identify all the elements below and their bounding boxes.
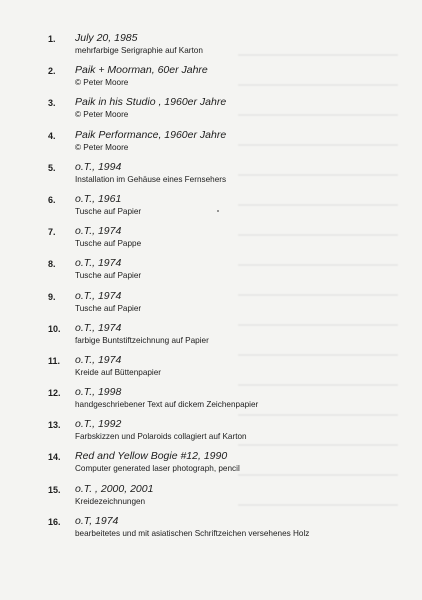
- item-number: 10.: [48, 323, 61, 334]
- item-number: 7.: [48, 227, 56, 238]
- item-description: mehrfarbige Serigraphie auf Karton: [75, 46, 203, 55]
- item-number: 13.: [48, 420, 61, 431]
- item-number: 15.: [48, 484, 61, 495]
- item-number: 9.: [48, 291, 56, 302]
- list-item: [0, 162, 422, 194]
- item-description: Tusche auf Papier: [75, 303, 142, 313]
- item-number: 6.: [48, 194, 56, 205]
- item-title: Paik in his Studio , 1960er Jahre: [75, 96, 227, 109]
- item-description: © Peter Moore: [75, 78, 129, 88]
- item-title: o.T., 1992: [75, 418, 122, 431]
- item-title: Paik Performance, 1960er Jahre: [75, 128, 227, 141]
- item-number: 12.: [48, 388, 61, 399]
- item-description: Tusche auf Papier: [75, 206, 142, 216]
- item-title: Red and Yellow Bogie #12, 1990: [75, 450, 228, 463]
- item-number: 1.: [48, 34, 56, 44]
- item-title: o.T., 1961: [75, 192, 122, 205]
- item-description: © Peter Moore: [75, 142, 129, 152]
- list-item: [0, 33, 422, 65]
- item-description: Farbskizzen und Polaroids collagiert auf Karton: [75, 432, 247, 442]
- list-item: [0, 323, 422, 355]
- item-number: 14.: [48, 452, 61, 463]
- item-title: o.T., 1974: [75, 257, 122, 270]
- item-title: July 20, 1985: [75, 32, 138, 44]
- list-item: [0, 65, 422, 97]
- list-item: [0, 484, 422, 516]
- item-description: Tusche auf Pappe: [75, 239, 142, 249]
- item-description: handgeschriebener Text auf dickem Zeichenpapier: [75, 400, 259, 410]
- list-item: [0, 97, 422, 129]
- list-item: [0, 516, 422, 548]
- item-title: o.T., 1994: [75, 160, 122, 173]
- item-title: o.T, 1974: [75, 514, 119, 527]
- item-description: bearbeitetes und mit asiatischen Schriftzeichen versehenes Holz: [75, 528, 310, 538]
- list-item: [0, 194, 422, 226]
- item-description: Kreidezeichnungen: [75, 496, 146, 506]
- item-number: 11.: [48, 355, 61, 366]
- list-item: [0, 355, 422, 387]
- list-item: [0, 419, 422, 451]
- item-number: 16.: [48, 516, 61, 527]
- list-item: [0, 130, 422, 162]
- list-item: [0, 258, 422, 290]
- list-item: [0, 451, 422, 483]
- item-title: o.T., 1974: [75, 289, 122, 302]
- list-item: [0, 387, 422, 419]
- item-number: 3.: [48, 98, 56, 109]
- item-description: © Peter Moore: [75, 110, 129, 120]
- item-title: o.T. , 2000, 2001: [75, 482, 154, 495]
- item-title: o.T., 1974: [75, 225, 122, 238]
- artwork-list: [0, 33, 422, 548]
- item-title: o.T., 1998: [75, 386, 122, 399]
- item-number: 4.: [48, 130, 56, 141]
- item-description: Computer generated laser photograph, pencil: [75, 464, 240, 474]
- item-title: o.T., 1974: [75, 321, 122, 334]
- item-number: 2.: [48, 66, 56, 77]
- item-description: farbige Buntstiftzeichnung auf Papier: [75, 335, 209, 345]
- list-item: [0, 291, 422, 323]
- item-description: Installation im Gehäuse eines Fernsehers: [75, 174, 227, 184]
- item-title: Paik + Moorman, 60er Jahre: [75, 64, 208, 77]
- list-item: [0, 226, 422, 258]
- item-description: Tusche auf Papier: [75, 271, 142, 281]
- item-description: Kreide auf Büttenpapier: [75, 367, 162, 377]
- item-number: 5.: [48, 162, 56, 173]
- item-title: o.T., 1974: [75, 353, 122, 366]
- item-number: 8.: [48, 259, 56, 270]
